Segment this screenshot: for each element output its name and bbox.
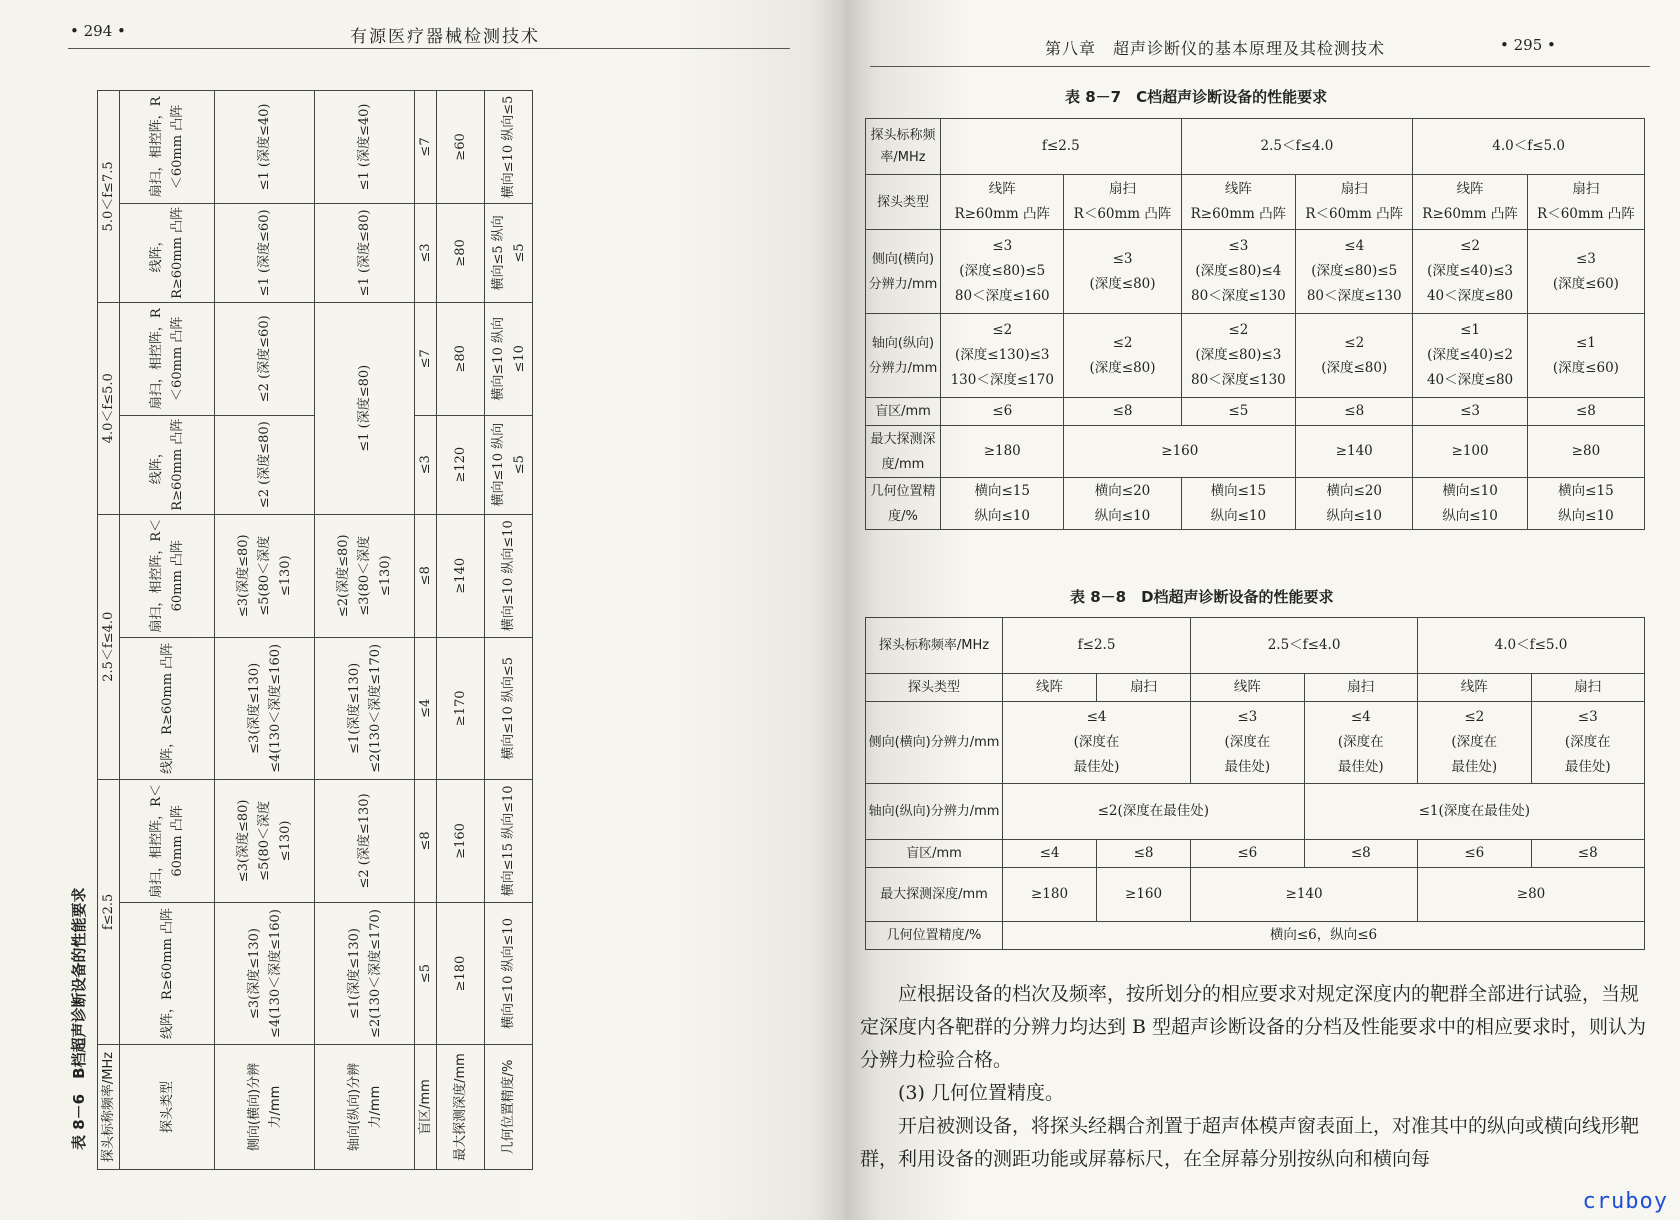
depth-cell: ≥180 (941, 426, 1064, 478)
table-row (866, 175, 1645, 230)
lateral-cell: ≤3 (深度≤80)≤5 80＜深度≤160 (941, 230, 1064, 314)
freq-cell: 4.0＜f≤5.0 (98, 302, 120, 514)
geo-cell: 横向≤15 纵向≤10 (941, 478, 1064, 530)
lateral-cell: ≤3 (深度≤80) (1064, 230, 1181, 314)
row-label-geo: 几何位置精度/% (866, 478, 941, 530)
row-label-axial: 轴向(纵向)分辨力/mm (866, 314, 941, 398)
paragraph: 应根据设备的档次及频率，按所划分的相应要求对规定深度内的靶群全部进行试验，当规定深度内各靶群的分辨力均达到 B 型超声诊断设备的分档及性能要求中的相应要求时，则认为分辨力检验合格。 (860, 983, 1647, 1071)
type-cell: 扇扫 (1531, 674, 1645, 702)
type-cell: 线阵 R≥60mm 凸阵 (1181, 175, 1296, 230)
row-label-freq: 探头标称频率/MHz (866, 119, 941, 175)
body-text (860, 978, 1650, 1176)
type-cell: 线阵，R≥60mm 凸阵 (120, 903, 215, 1045)
lateral-cell: ≤3 (深度在 最佳处) (1191, 702, 1304, 784)
blind-cell: ≤3 (415, 415, 437, 514)
row-label-freq: 探头标称频率/MHz (866, 618, 1003, 674)
blind-cell: ≤7 (415, 91, 437, 204)
geo-cell: 横向≤15 纵向≤10 (1181, 478, 1296, 530)
freq-cell: f≤2.5 (98, 779, 120, 1044)
table-row (485, 91, 533, 1170)
lateral-cell: ≤2 (深度≤60) (215, 302, 315, 415)
blind-cell: ≤6 (1191, 840, 1304, 868)
row-label-depth: 最大探测深度/mm (866, 426, 941, 478)
right-page (845, 0, 1680, 1220)
type-cell: 线阵，R≥60mm 凸阵 (120, 203, 215, 302)
blind-cell: ≤4 (1003, 840, 1097, 868)
row-label-type: 探头类型 (866, 175, 941, 230)
type-cell: 扇扫，相控阵，R＜60mm 凸阵 (120, 779, 215, 902)
blind-cell: ≤4 (415, 637, 437, 779)
freq-cell: f≤2.5 (1003, 618, 1191, 674)
blind-cell: ≤8 (415, 514, 437, 637)
type-cell: 线阵 (1003, 674, 1097, 702)
blind-cell: ≤8 (1304, 840, 1417, 868)
table-row (866, 702, 1645, 784)
type-cell: 线阵 (1418, 674, 1531, 702)
table-row (215, 91, 315, 1170)
lateral-cell: ≤3 (深度≤80)≤4 80＜深度≤130 (1181, 230, 1296, 314)
table-8-6-rotated (68, 90, 533, 1170)
axial-cell: ≤2(深度在最佳处) (1003, 784, 1305, 840)
depth-cell: ≥60 (437, 91, 485, 204)
blind-cell: ≤7 (415, 302, 437, 415)
axial-cell: ≤1 (深度≤60) (1527, 314, 1644, 398)
table-row (120, 91, 215, 1170)
section-heading: (3) 几何位置精度。 (898, 1082, 1064, 1104)
geo-cell: 横向≤15 纵向≤10 (1527, 478, 1644, 530)
type-cell: 扇扫，相控阵，R＜60mm 凸阵 (120, 91, 215, 204)
lateral-cell: ≤4 (深度在 最佳处) (1304, 702, 1417, 784)
geo-cell: 横向≤10 纵向≤10 (1413, 478, 1528, 530)
axial-cell: ≤2 (深度≤80) (1296, 314, 1413, 398)
table-row (315, 91, 415, 1170)
depth-cell: ≥140 (1296, 426, 1413, 478)
table-8-6-caption: 表 8－6 B档超声诊断设备的性能要求 (70, 887, 88, 1150)
type-cell: 线阵 (1191, 674, 1304, 702)
blind-cell: ≤8 (1296, 398, 1413, 426)
row-label-lateral: 侧向(横向)分辨力/mm (215, 1045, 315, 1170)
blind-cell: ≤6 (941, 398, 1064, 426)
row-label-type: 探头类型 (866, 674, 1003, 702)
table-8-8-caption: 表 8－8 D档超声诊断设备的性能要求 (1070, 588, 1334, 606)
type-cell: 扇扫 R＜60mm 凸阵 (1527, 175, 1644, 230)
depth-cell: ≥80 (437, 302, 485, 415)
lateral-cell: ≤3(深度≤130) ≤4(130＜深度≤160) (215, 903, 315, 1045)
row-label-axial: 轴向(纵向)分辨力/mm (315, 1045, 415, 1170)
row-label-geo: 几何位置精度/% (485, 1045, 533, 1170)
geo-cell: 横向≤15 纵向≤10 (485, 779, 533, 902)
axial-cell: ≤2 (深度≤80) (1064, 314, 1181, 398)
geo-cell: 横向≤10 纵向≤10 (485, 514, 533, 637)
axial-cell: ≤1 (深度≤80) (315, 203, 415, 302)
table-8-6 (97, 90, 533, 1170)
lateral-cell: ≤1 (深度≤60) (215, 203, 315, 302)
depth-cell: ≥140 (1191, 868, 1418, 922)
type-cell: 扇扫 R＜60mm 凸阵 (1064, 175, 1181, 230)
geo-cell: 横向≤10 纵向≤5 (485, 91, 533, 204)
geo-cell: 横向≤5 纵向≤5 (485, 203, 533, 302)
geo-cell: 横向≤10 纵向≤5 (485, 637, 533, 779)
left-header-rule (68, 48, 790, 49)
geo-cell: 横向≤6，纵向≤6 (1003, 922, 1645, 950)
axial-cell: ≤2 (深度≤130) (315, 779, 415, 902)
freq-cell: 2.5＜f≤4.0 (1181, 119, 1413, 175)
row-label-blind: 盲区/mm (415, 1045, 437, 1170)
geo-cell: 横向≤10 纵向≤10 (485, 903, 533, 1045)
geo-cell: 横向≤20 纵向≤10 (1296, 478, 1413, 530)
lateral-cell: ≤3 (深度在 最佳处) (1531, 702, 1645, 784)
table-8-7 (865, 118, 1645, 530)
table-row (98, 91, 120, 1170)
left-running-title: 有源医疗器械检测技术 (350, 27, 540, 47)
table-row (866, 868, 1645, 922)
blind-cell: ≤8 (1527, 398, 1644, 426)
axial-cell: ≤1 (深度≤40) (315, 91, 415, 204)
row-label-blind: 盲区/mm (866, 398, 941, 426)
depth-cell: ≥120 (437, 415, 485, 514)
row-label-freq: 探头标称频率/MHz (98, 1045, 120, 1170)
row-label-geo: 几何位置精度/% (866, 922, 1003, 950)
lateral-cell: ≤3(深度≤130) ≤4(130＜深度≤160) (215, 637, 315, 779)
blind-cell: ≤3 (1413, 398, 1528, 426)
geo-cell: 横向≤20 纵向≤10 (1064, 478, 1181, 530)
lateral-cell: ≤4 (深度在 最佳处) (1003, 702, 1191, 784)
blind-cell: ≤8 (415, 779, 437, 902)
watermark-text: cruboy (1582, 1189, 1668, 1214)
type-cell: 线阵，R≥60mm 凸阵 (120, 637, 215, 779)
left-page-number: • 294 • (70, 22, 126, 40)
lateral-cell: ≤3(深度≤80) ≤5(80＜深度≤130) (215, 514, 315, 637)
row-label-lateral: 侧向(横向)分辨力/mm (866, 230, 941, 314)
geo-cell: 横向≤10 纵向≤5 (485, 415, 533, 514)
lateral-cell: ≤2 (深度≤80) (215, 415, 315, 514)
table-row (866, 674, 1645, 702)
lateral-cell: ≤2 (深度≤40)≤3 40＜深度≤80 (1413, 230, 1528, 314)
axial-cell: ≤1(深度在最佳处) (1304, 784, 1644, 840)
table-row (866, 922, 1645, 950)
lateral-cell: ≤3(深度≤80) ≤5(80＜深度≤130) (215, 779, 315, 902)
table-row (437, 91, 485, 1170)
type-cell: 扇扫，相控阵，R＜60mm 凸阵 (120, 302, 215, 415)
axial-cell: ≤2 (深度≤130)≤3 130＜深度≤170 (941, 314, 1064, 398)
axial-cell: ≤1 (深度≤80) (315, 302, 415, 514)
depth-cell: ≥180 (1003, 868, 1097, 922)
depth-cell: ≥100 (1413, 426, 1528, 478)
table-row (866, 618, 1645, 674)
depth-cell: ≥140 (437, 514, 485, 637)
freq-cell: 4.0＜f≤5.0 (1413, 119, 1645, 175)
type-cell: 线阵，R≥60mm 凸阵 (120, 415, 215, 514)
type-cell: 扇扫 (1304, 674, 1417, 702)
depth-cell: ≥160 (1064, 426, 1296, 478)
blind-cell: ≤8 (1064, 398, 1181, 426)
freq-cell: 2.5＜f≤4.0 (1191, 618, 1418, 674)
depth-cell: ≥160 (1097, 868, 1191, 922)
table-row (866, 230, 1645, 314)
blind-cell: ≤5 (415, 903, 437, 1045)
freq-cell: 2.5＜f≤4.0 (98, 514, 120, 779)
table-row (415, 91, 437, 1170)
type-cell: 扇扫 R＜60mm 凸阵 (1296, 175, 1413, 230)
right-header-rule (870, 66, 1650, 67)
axial-cell: ≤1 (深度≤40)≤2 40＜深度≤80 (1413, 314, 1528, 398)
table-row (866, 478, 1645, 530)
table-row (866, 398, 1645, 426)
table-row (866, 840, 1645, 868)
axial-cell: ≤2(深度≤80) ≤3(80＜深度≤130) (315, 514, 415, 637)
blind-cell: ≤5 (1181, 398, 1296, 426)
depth-cell: ≥80 (1527, 426, 1644, 478)
table-8-8 (865, 617, 1645, 950)
axial-cell: ≤1(深度≤130) ≤2(130＜深度≤170) (315, 637, 415, 779)
freq-cell: 4.0＜f≤5.0 (1418, 618, 1645, 674)
row-label-depth: 最大探测深度/mm (866, 868, 1003, 922)
blind-cell: ≤8 (1531, 840, 1645, 868)
type-cell: 线阵 R≥60mm 凸阵 (1413, 175, 1528, 230)
row-label-depth: 最大探测深度/mm (437, 1045, 485, 1170)
geo-cell: 横向≤10 纵向≤10 (485, 302, 533, 415)
row-label-lateral: 侧向(横向)分辨力/mm (866, 702, 1003, 784)
right-running-title: 第八章 超声诊断仪的基本原理及其检测技术 (1045, 39, 1386, 58)
lateral-cell: ≤1 (深度≤40) (215, 91, 315, 204)
table-8-7-caption: 表 8－7 C档超声诊断设备的性能要求 (1065, 88, 1328, 106)
lateral-cell: ≤2 (深度在 最佳处) (1418, 702, 1531, 784)
axial-cell: ≤1(深度≤130) ≤2(130＜深度≤170) (315, 903, 415, 1045)
table-row (866, 314, 1645, 398)
right-page-number: • 295 • (1500, 36, 1556, 54)
type-cell: 扇扫，相控阵，R＜60mm 凸阵 (120, 514, 215, 637)
row-label-blind: 盲区/mm (866, 840, 1003, 868)
paragraph: 开启被测设备，将探头经耦合剂置于超声体模声窗表面上，对准其中的纵向或横向线形靶群，利用设备的测距功能或屏幕标尺，在全屏幕分别按纵向和横向每 (860, 1115, 1640, 1170)
table-row (866, 426, 1645, 478)
row-label-axial: 轴向(纵向)分辨力/mm (866, 784, 1003, 840)
lateral-cell: ≤4 (深度≤80)≤5 80＜深度≤130 (1296, 230, 1413, 314)
lateral-cell: ≤3 (深度≤60) (1527, 230, 1644, 314)
table-row (866, 119, 1645, 175)
depth-cell: ≥80 (437, 203, 485, 302)
depth-cell: ≥80 (1418, 868, 1645, 922)
axial-cell: ≤2 (深度≤80)≤3 80＜深度≤130 (1181, 314, 1296, 398)
depth-cell: ≥170 (437, 637, 485, 779)
type-cell: 线阵 R≥60mm 凸阵 (941, 175, 1064, 230)
freq-cell: f≤2.5 (941, 119, 1182, 175)
type-cell: 扇扫 (1097, 674, 1191, 702)
depth-cell: ≥160 (437, 779, 485, 902)
depth-cell: ≥180 (437, 903, 485, 1045)
freq-cell: 5.0＜f≤7.5 (98, 91, 120, 303)
blind-cell: ≤8 (1097, 840, 1191, 868)
table-row (866, 784, 1645, 840)
blind-cell: ≤3 (415, 203, 437, 302)
row-label-type: 探头类型 (120, 1045, 215, 1170)
blind-cell: ≤6 (1418, 840, 1531, 868)
